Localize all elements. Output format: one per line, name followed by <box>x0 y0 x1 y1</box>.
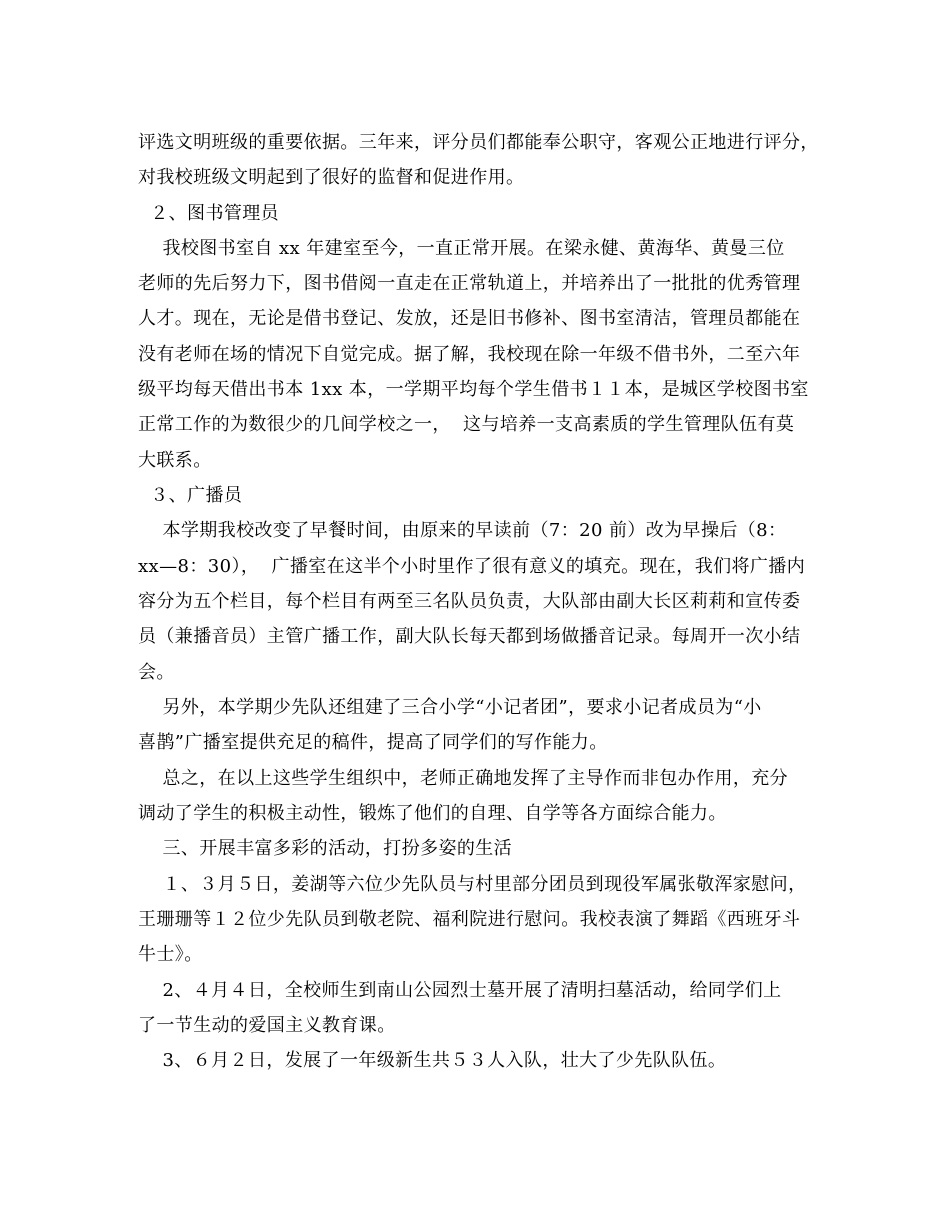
text-line: 我校图书室自 xx 年建室至今，一直正常开展。在梁永健、黄海华、黄曼三位 <box>138 238 785 259</box>
text-line: 调动了学生的积极主动性，锻炼了他们的自理、自学等各方面综合能力。 <box>138 803 727 824</box>
text-line: 员（兼播音员）主管广播工作，副大队长每天都到场做播音记录。每周开一次小结 <box>138 626 801 647</box>
text-line: 会。 <box>138 662 175 683</box>
text-line: 3、６月２日，发展了一年级新生共５３人入队，壮大了少先队队伍。 <box>138 1050 727 1071</box>
text-line: 级平均每天借出书本 1xx 本，一学期平均每个学生借书１１本，是城区学校图书室 <box>138 379 809 400</box>
text-line: 2、４月４日，全校师生到南山公园烈士墓开展了清明扫墓活动，给同学们上 <box>138 980 782 1001</box>
text-line: 没有老师在场的情况下自觉完成。据了解，我校现在除一年级不借书外，二至六年 <box>138 344 801 365</box>
text-line: 喜鹊”广播室提供充足的稿件，提高了同学们的写作能力。 <box>138 732 608 753</box>
section-heading: ２、图书管理员 <box>138 203 280 224</box>
text-line: 了一节生动的爱国主义教育课。 <box>138 1015 396 1036</box>
section-heading: 三、开展丰富多彩的活动，打扮多姿的生活 <box>138 838 513 859</box>
text-line: 牛士》。 <box>138 944 203 965</box>
text-line: １、３月５日，姜湖等六位少先队员与村里部分团员到现役军属张敬浑家慰问， <box>138 874 807 895</box>
text-line: xx—8：30）， 广播室在这半个小时里作了很有意义的填充。现在，我们将广播内 <box>138 556 806 577</box>
text-line: 评选文明班级的重要依据。三年来，评分员们都能奉公职守，客观公正地进行评分， <box>138 132 819 153</box>
text-line: 容分为五个栏目，每个栏目有两至三名队员负责，大队部由副大长区莉莉和宣传委 <box>138 591 801 612</box>
text-line: 正常工作的为数很少的几间学校之一， 这与培养一支高素质的学生管理队伍有莫 <box>138 414 795 435</box>
section-heading: ３、广播员 <box>138 485 243 506</box>
text-line: 老师的先后努力下，图书借阅一直走在正常轨道上，并培养出了一批批的优秀管理 <box>138 273 801 294</box>
text-line: 人才。现在，无论是借书登记、发放，还是旧书修补、图书室清洁，管理员都能在 <box>138 308 801 329</box>
text-line: 另外，本学期少先队还组建了三合小学“小记者团”，要求小记者成员为“小 <box>138 697 762 718</box>
text-line: 本学期我校改变了早餐时间，由原来的早读前（7：20 前）改为早操后（8： <box>138 520 787 541</box>
text-line: 王珊珊等１２位少先队员到敬老院、福利院进行慰问。我校表演了舞蹈《西班牙斗 <box>138 909 801 930</box>
text-line: 总之，在以上这些学生组织中，老师正确地发挥了主导作而非包办作用，充分 <box>138 768 789 789</box>
text-line: 对我校班级文明起到了很好的监督和促进作用。 <box>138 167 525 188</box>
text-line: 大联系。 <box>138 450 212 471</box>
